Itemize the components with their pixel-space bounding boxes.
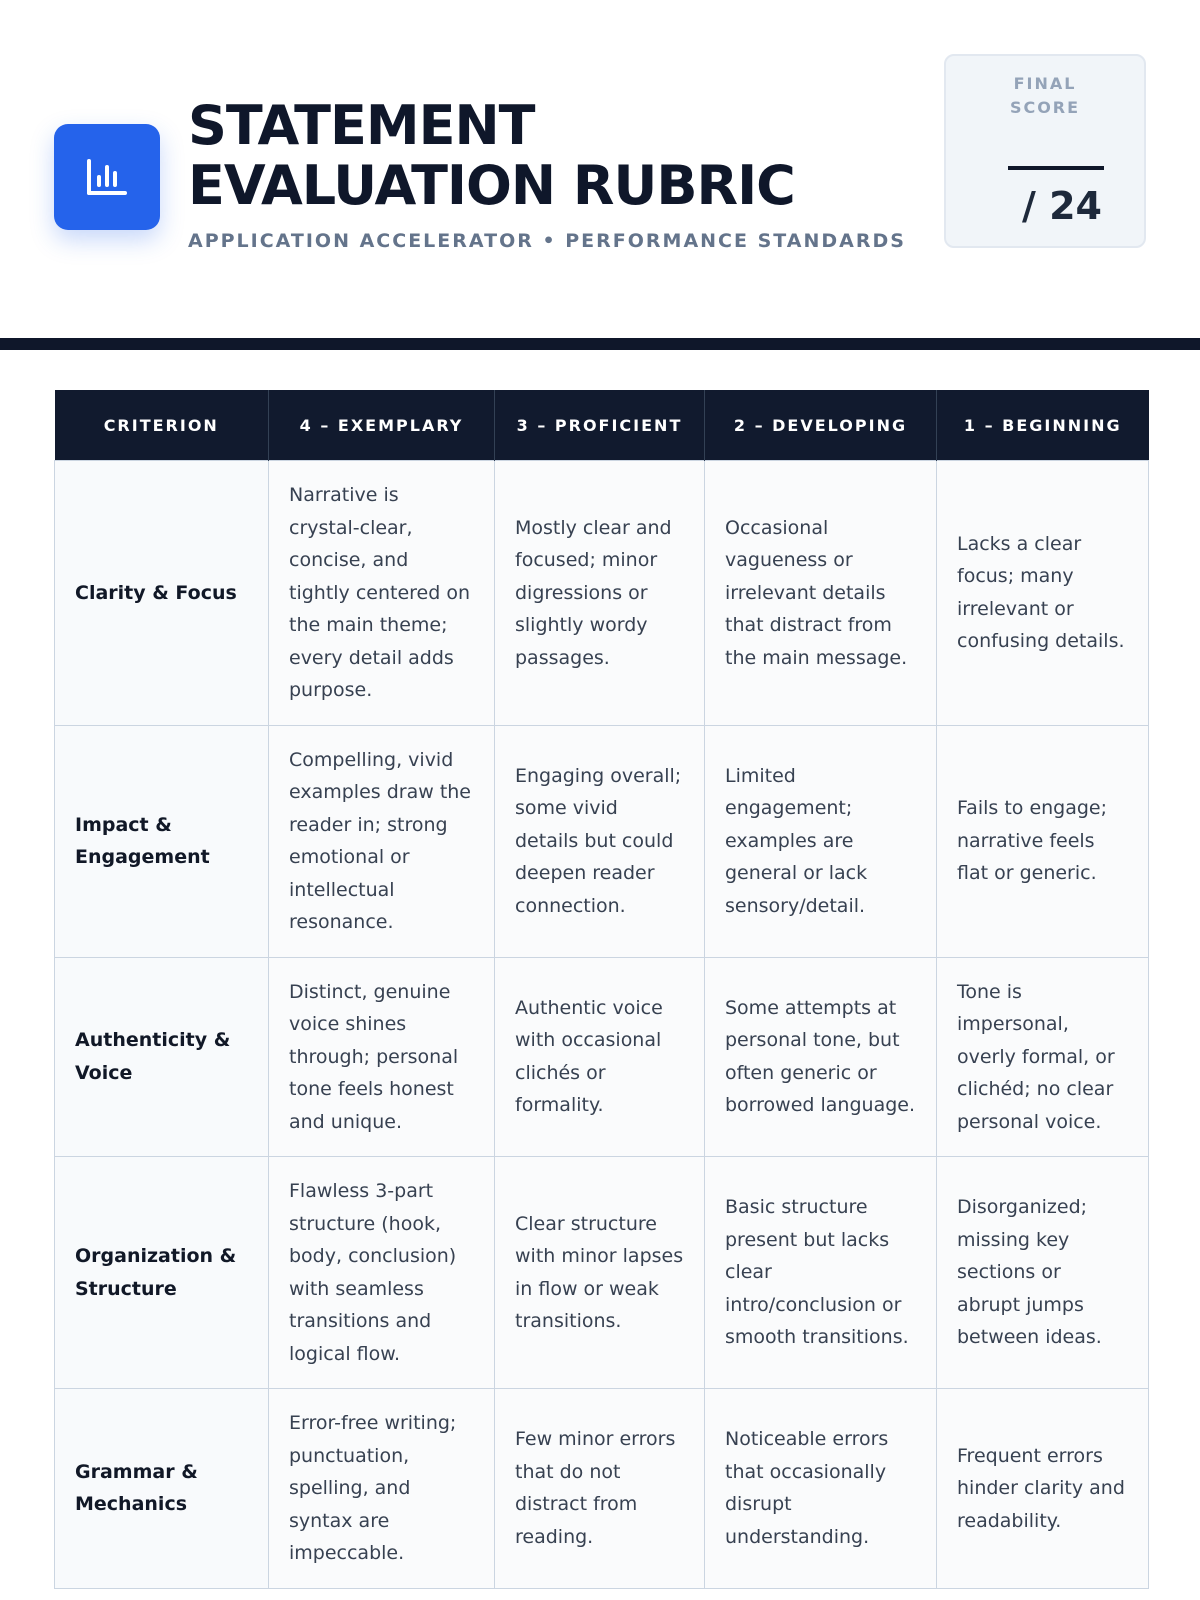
- criterion-cell: Grammar & Mechanics: [55, 1389, 269, 1589]
- level-1-cell: Disorganized; missing key sections or abrupt jumps between ideas.: [937, 1157, 1149, 1389]
- score-label: [946, 72, 1144, 120]
- level-2-cell: Occasional vagueness or irrelevant details that distract from the main message.: [705, 461, 937, 726]
- level-1-cell: Tone is impersonal, overly formal, or clichéd; no clear personal voice.: [937, 957, 1149, 1157]
- column-header-exemplary: 4 – EXEMPLARY: [269, 390, 495, 461]
- level-4-cell: Flawless 3-part structure (hook, body, conclusion) with seamless transitions and logical flow.: [269, 1157, 495, 1389]
- title-block: [188, 96, 906, 252]
- final-score-box: [944, 54, 1146, 248]
- level-4-cell: Compelling, vivid examples draw the reader in; strong emotional or intellectual resonance.: [269, 725, 495, 957]
- level-3-cell: Mostly clear and focused; minor digressions or slightly wordy passages.: [495, 461, 705, 726]
- column-header-proficient: 3 – PROFICIENT: [495, 390, 705, 461]
- bar-chart-icon: [85, 155, 129, 199]
- level-4-cell: Distinct, genuine voice shines through; personal tone feels honest and unique.: [269, 957, 495, 1157]
- column-header-beginning: 1 – BEGINNING: [937, 390, 1149, 461]
- table-row: [55, 957, 1149, 1157]
- page-title: [188, 96, 906, 216]
- page-subtitle: APPLICATION ACCELERATOR • PERFORMANCE STANDARDS: [188, 230, 906, 252]
- header-divider: [0, 338, 1200, 350]
- level-3-cell: Few minor errors that do not distract from reading.: [495, 1389, 705, 1589]
- criterion-cell: Impact & Engagement: [55, 725, 269, 957]
- logo: [54, 124, 160, 230]
- level-2-cell: Some attempts at personal tone, but often generic or borrowed language.: [705, 957, 937, 1157]
- level-3-cell: Engaging overall; some vivid details but could deepen reader connection.: [495, 725, 705, 957]
- table-header-row: [55, 390, 1149, 461]
- score-total: / 24: [1022, 184, 1102, 228]
- title-line-1: STATEMENT: [188, 94, 535, 157]
- level-1-cell: Frequent errors hinder clarity and readability.: [937, 1389, 1149, 1589]
- level-3-cell: Clear structure with minor lapses in flow or weak transitions.: [495, 1157, 705, 1389]
- level-4-cell: Error-free writing; punctuation, spelling, and syntax are impeccable.: [269, 1389, 495, 1589]
- criterion-cell: Organization & Structure: [55, 1157, 269, 1389]
- table-row: [55, 461, 1149, 726]
- level-1-cell: Lacks a clear focus; many irrelevant or confusing details.: [937, 461, 1149, 726]
- score-blank-line: [1008, 166, 1104, 170]
- level-4-cell: Narrative is crystal-clear, concise, and tightly centered on the main theme; every detail adds purpose.: [269, 461, 495, 726]
- table-row: [55, 1157, 1149, 1389]
- score-label-line-1: FINAL: [1013, 74, 1077, 93]
- column-header-criterion: CRITERION: [55, 390, 269, 461]
- level-2-cell: Basic structure present but lacks clear intro/conclusion or smooth transitions.: [705, 1157, 937, 1389]
- column-header-developing: 2 – DEVELOPING: [705, 390, 937, 461]
- title-line-2: EVALUATION RUBRIC: [188, 154, 795, 217]
- table-row: [55, 1389, 1149, 1589]
- table-row: [55, 725, 1149, 957]
- level-1-cell: Fails to engage; narrative feels flat or generic.: [937, 725, 1149, 957]
- criterion-cell: Clarity & Focus: [55, 461, 269, 726]
- level-3-cell: Authentic voice with occasional clichés or formality.: [495, 957, 705, 1157]
- score-label-line-2: SCORE: [1009, 98, 1081, 117]
- criterion-cell: Authenticity & Voice: [55, 957, 269, 1157]
- rubric-table: [54, 390, 1149, 1589]
- level-2-cell: Noticeable errors that occasionally disrupt understanding.: [705, 1389, 937, 1589]
- page-header: [54, 54, 1146, 274]
- level-2-cell: Limited engagement; examples are general or lack sensory/detail.: [705, 725, 937, 957]
